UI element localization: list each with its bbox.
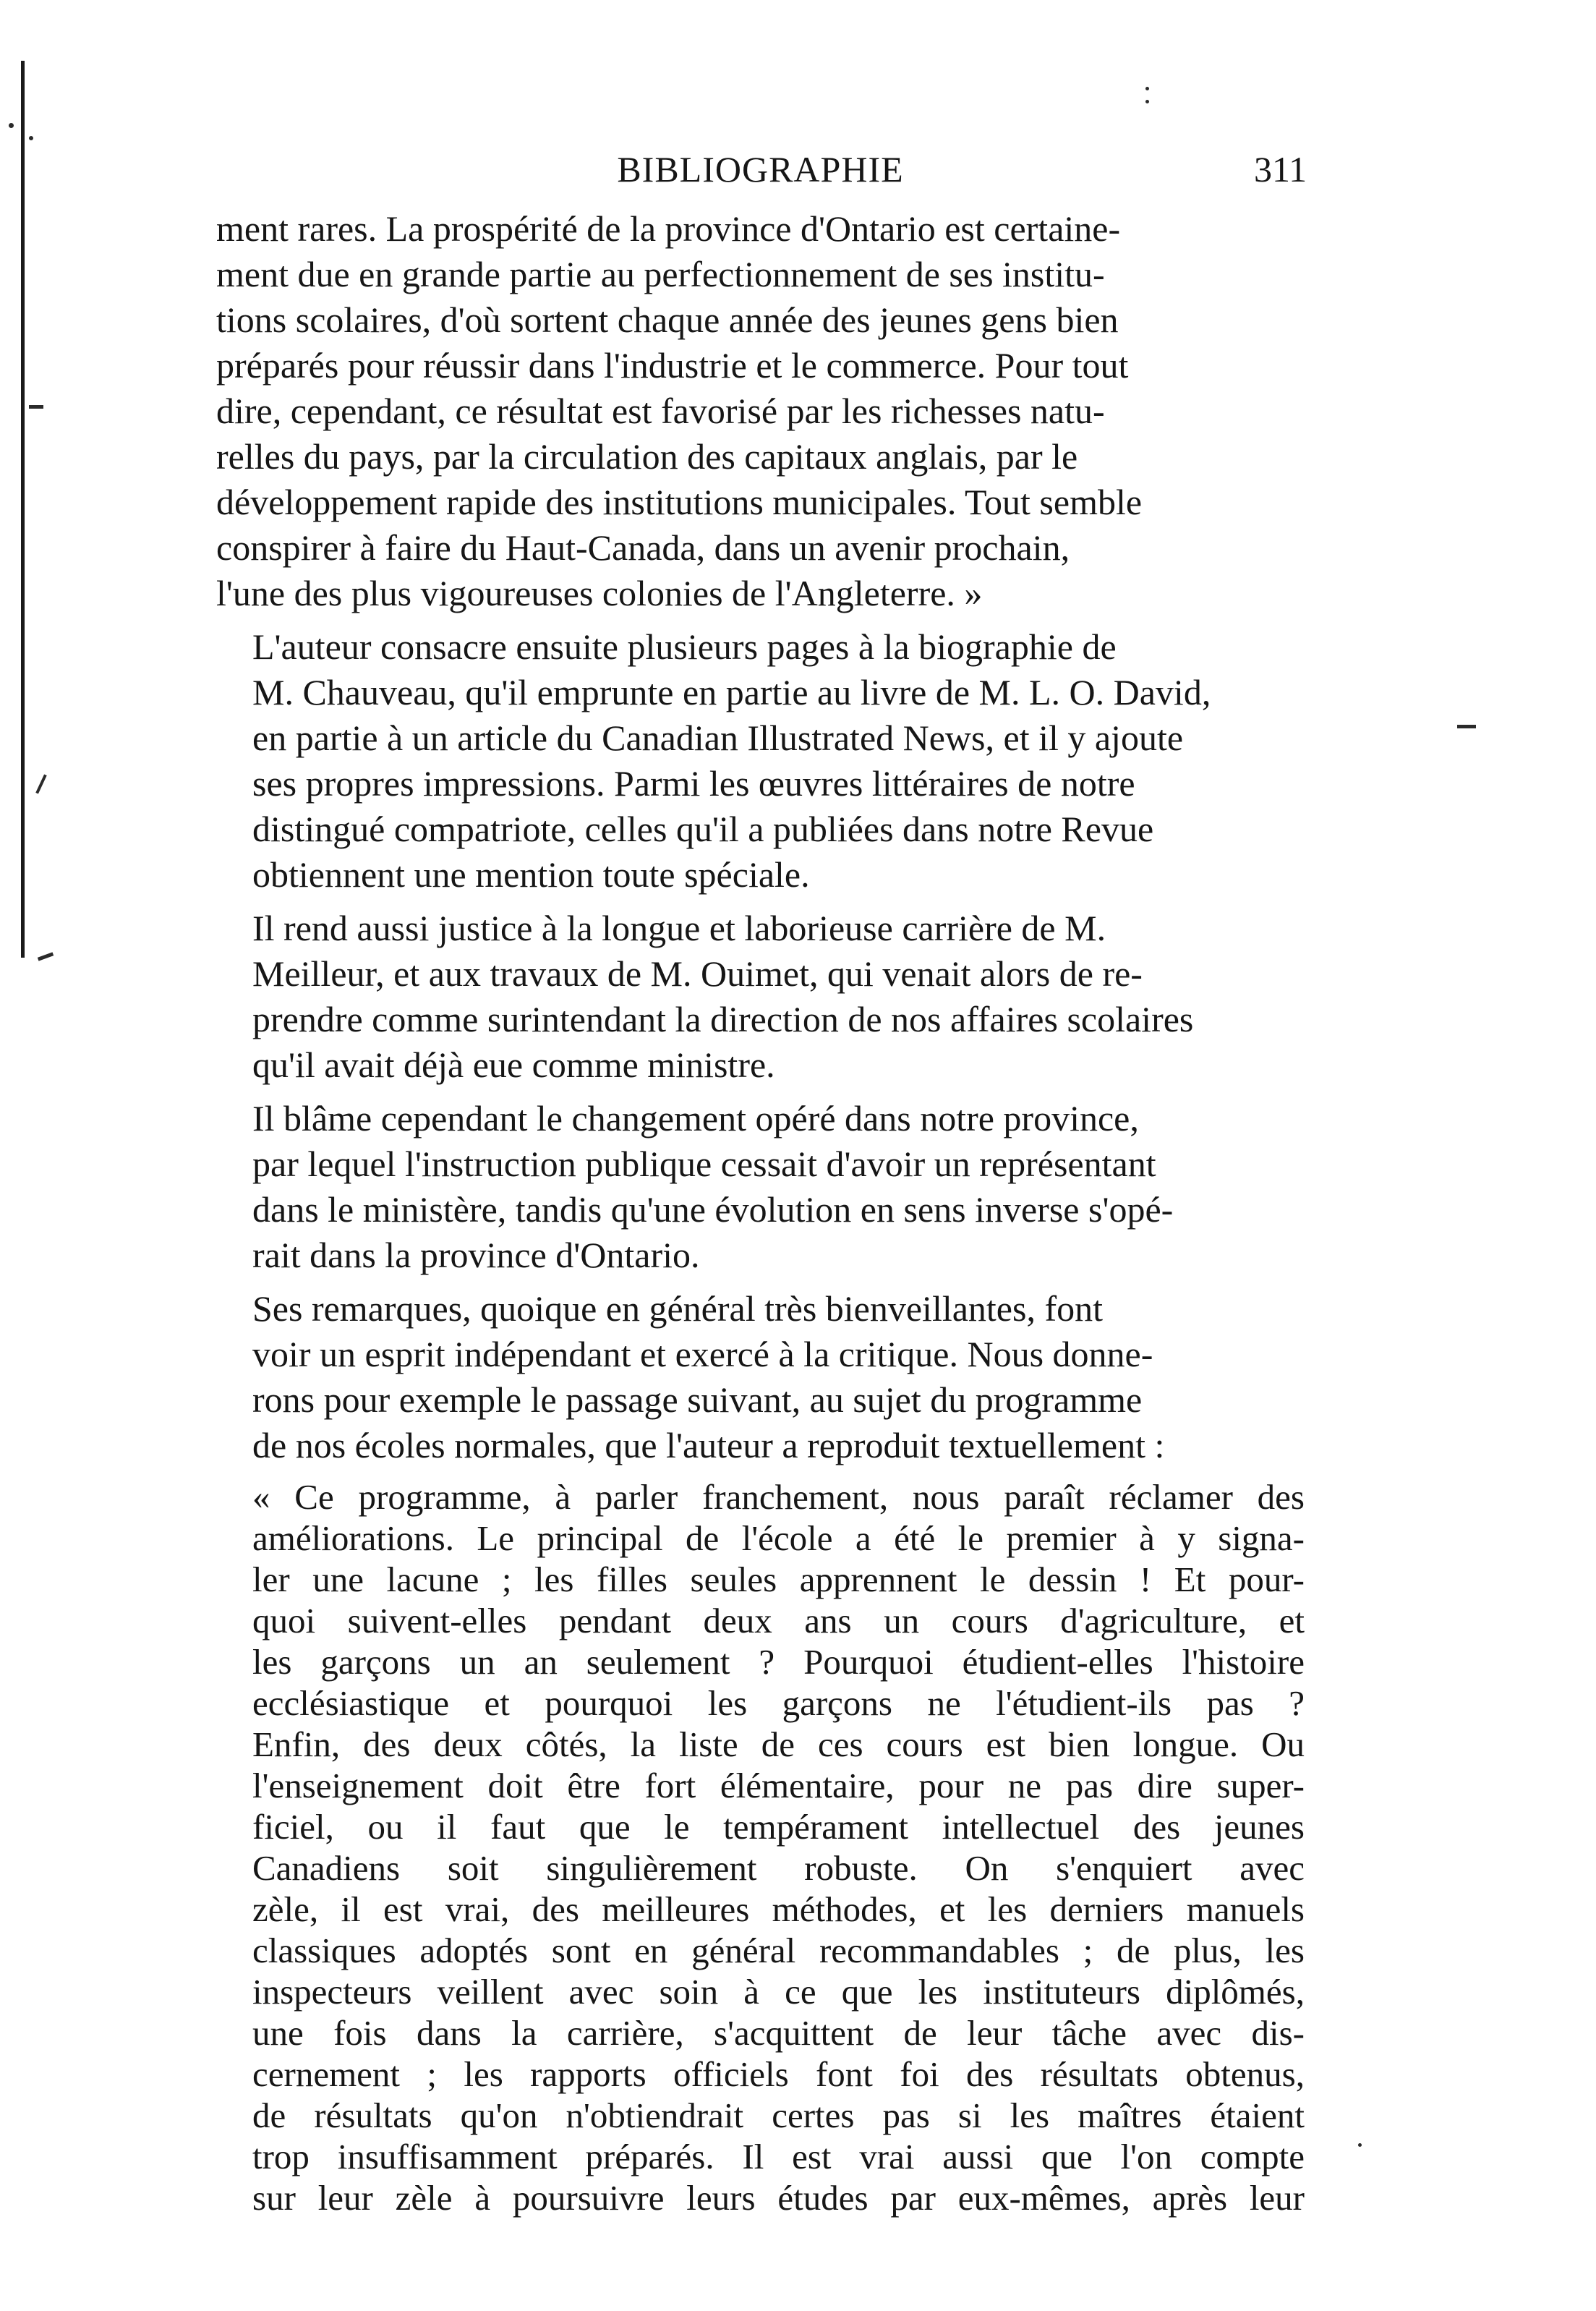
- text-line: ler une lacune ; les filles seules apprennent le dessin ! Et pour-: [252, 1559, 1305, 1599]
- margin-speck: [35, 774, 46, 793]
- paragraph-remarks: [216, 1286, 1305, 1468]
- margin-speck: [38, 952, 54, 961]
- text-line: prendre comme surintendant la direction de nos affaires scolaires: [252, 999, 1194, 1039]
- text-line: dans le ministère, tandis qu'une évolution en sens inverse s'opé-: [252, 1189, 1174, 1230]
- text-line: rait dans la province d'Ontario.: [252, 1235, 700, 1275]
- text-line: inspecteurs veillent avec soin à ce que les instituteurs diplômés,: [252, 1972, 1305, 2012]
- text-line: Ses remarques, quoique en général très bienveillantes, font: [252, 1288, 1104, 1329]
- text-line: Canadiens soit singulièrement robuste. On s'enquiert avec: [252, 1848, 1305, 1888]
- text-line: Il blâme cependant le changement opéré dans notre province,: [252, 1098, 1139, 1139]
- quotation-block: [216, 1476, 1305, 2218]
- margin-speck: [29, 405, 43, 409]
- text-line: ses propres impressions. Parmi les œuvres littéraires de notre: [252, 763, 1135, 804]
- margin-rule: [21, 61, 25, 958]
- text-line: ment due en grande partie au perfectionnement de ses institu-: [216, 254, 1105, 294]
- page-number: 311: [1254, 149, 1307, 190]
- text-line: quoi suivent-elles pendant deux ans un cours d'agriculture, et: [252, 1601, 1305, 1640]
- running-head: BIBLIOGRAPHIE: [617, 149, 904, 190]
- paragraph-justice: [216, 906, 1305, 1088]
- margin-speck: [1145, 87, 1149, 90]
- text-line: de nos écoles normales, que l'auteur a reproduit textuellement :: [252, 1425, 1165, 1465]
- paragraph-continuation: [216, 206, 1305, 616]
- text-line: tions scolaires, d'où sortent chaque année des jeunes gens bien: [216, 299, 1119, 340]
- text-line: ficiel, ou il faut que le tempérament intellectuel des jeunes: [252, 1807, 1305, 1847]
- text-line: qu'il avait déjà eue comme ministre.: [252, 1044, 775, 1085]
- margin-speck: [29, 136, 33, 140]
- text-line: relles du pays, par la circulation des capitaux anglais, par le: [216, 436, 1078, 477]
- text-line: améliorations. Le principal de l'école a été le premier à y signa-: [252, 1518, 1305, 1558]
- text-line: en partie à un article du Canadian Illustrated News, et il y ajoute: [252, 718, 1184, 758]
- text-line: l'une des plus vigoureuses colonies de l'Angleterre. »: [216, 573, 983, 613]
- text-line: trop insuffisamment préparés. Il est vrai aussi que l'on compte: [252, 2137, 1305, 2176]
- text-line: ecclésiastique et pourquoi les garçons ne l'étudient-ils pas ?: [252, 1683, 1305, 1723]
- text-line: préparés pour réussir dans l'industrie et le commerce. Pour tout: [216, 345, 1129, 386]
- text-line: rons pour exemple le passage suivant, au sujet du programme: [252, 1379, 1143, 1420]
- margin-speck: [1145, 100, 1149, 103]
- page-header: [216, 148, 1305, 193]
- text-line: L'auteur consacre ensuite plusieurs pages à la biographie de: [252, 626, 1117, 667]
- paragraph-biography: [216, 624, 1305, 898]
- text-line: dire, cependant, ce résultat est favorisé par les richesses natu-: [216, 391, 1105, 431]
- text-line: voir un esprit indépendant et exercé à la critique. Nous donne-: [252, 1334, 1153, 1374]
- paragraph-blame: [216, 1096, 1305, 1278]
- text-line: conspirer à faire du Haut-Canada, dans un avenir prochain,: [216, 527, 1070, 568]
- text-line: M. Chauveau, qu'il emprunte en partie au livre de M. L. O. David,: [252, 672, 1211, 712]
- text-line: Enfin, des deux côtés, la liste de ces cours est bien longue. Ou: [252, 1724, 1305, 1764]
- text-line: par lequel l'instruction publique cessait d'avoir un représentant: [252, 1144, 1156, 1184]
- text-line: obtiennent une mention toute spéciale.: [252, 854, 810, 895]
- margin-speck: [1457, 725, 1476, 728]
- text-line: « Ce programme, à parler franchement, nous paraît réclamer des: [252, 1477, 1305, 1517]
- text-line: de résultats qu'on n'obtiendrait certes pas si les maîtres étaient: [252, 2095, 1305, 2135]
- text-line: distingué compatriote, celles qu'il a publiées dans notre Revue: [252, 809, 1154, 849]
- text-line: ment rares. La prospérité de la province d'Ontario est certaine-: [216, 208, 1121, 249]
- text-line: Il rend aussi justice à la longue et laborieuse carrière de M.: [252, 908, 1106, 948]
- text-line: zèle, il est vrai, des meilleures méthodes, et les derniers manuels: [252, 1889, 1305, 1929]
- margin-speck: [9, 123, 14, 128]
- text-line: classiques adoptés sont en général recommandables ; de plus, les: [252, 1931, 1305, 1970]
- text-line: cernement ; les rapports officiels font foi des résultats obtenus,: [252, 2054, 1305, 2094]
- margin-speck: [1358, 2143, 1362, 2147]
- text-line: sur leur zèle à poursuivre leurs études par eux-mêmes, après leur: [252, 2178, 1305, 2218]
- text-line: Meilleur, et aux travaux de M. Ouimet, qui venait alors de re-: [252, 953, 1143, 994]
- text-line: les garçons un an seulement ? Pourquoi étudient-elles l'histoire: [252, 1642, 1305, 1682]
- text-line: développement rapide des institutions municipales. Tout semble: [216, 482, 1143, 522]
- quotation: [216, 1476, 1305, 2218]
- text-line: l'enseignement doit être fort élémentaire, pour ne pas dire super-: [252, 1766, 1305, 1805]
- text-line: une fois dans la carrière, s'acquittent de leur tâche avec dis-: [252, 2013, 1305, 2053]
- book-page: [216, 148, 1305, 2218]
